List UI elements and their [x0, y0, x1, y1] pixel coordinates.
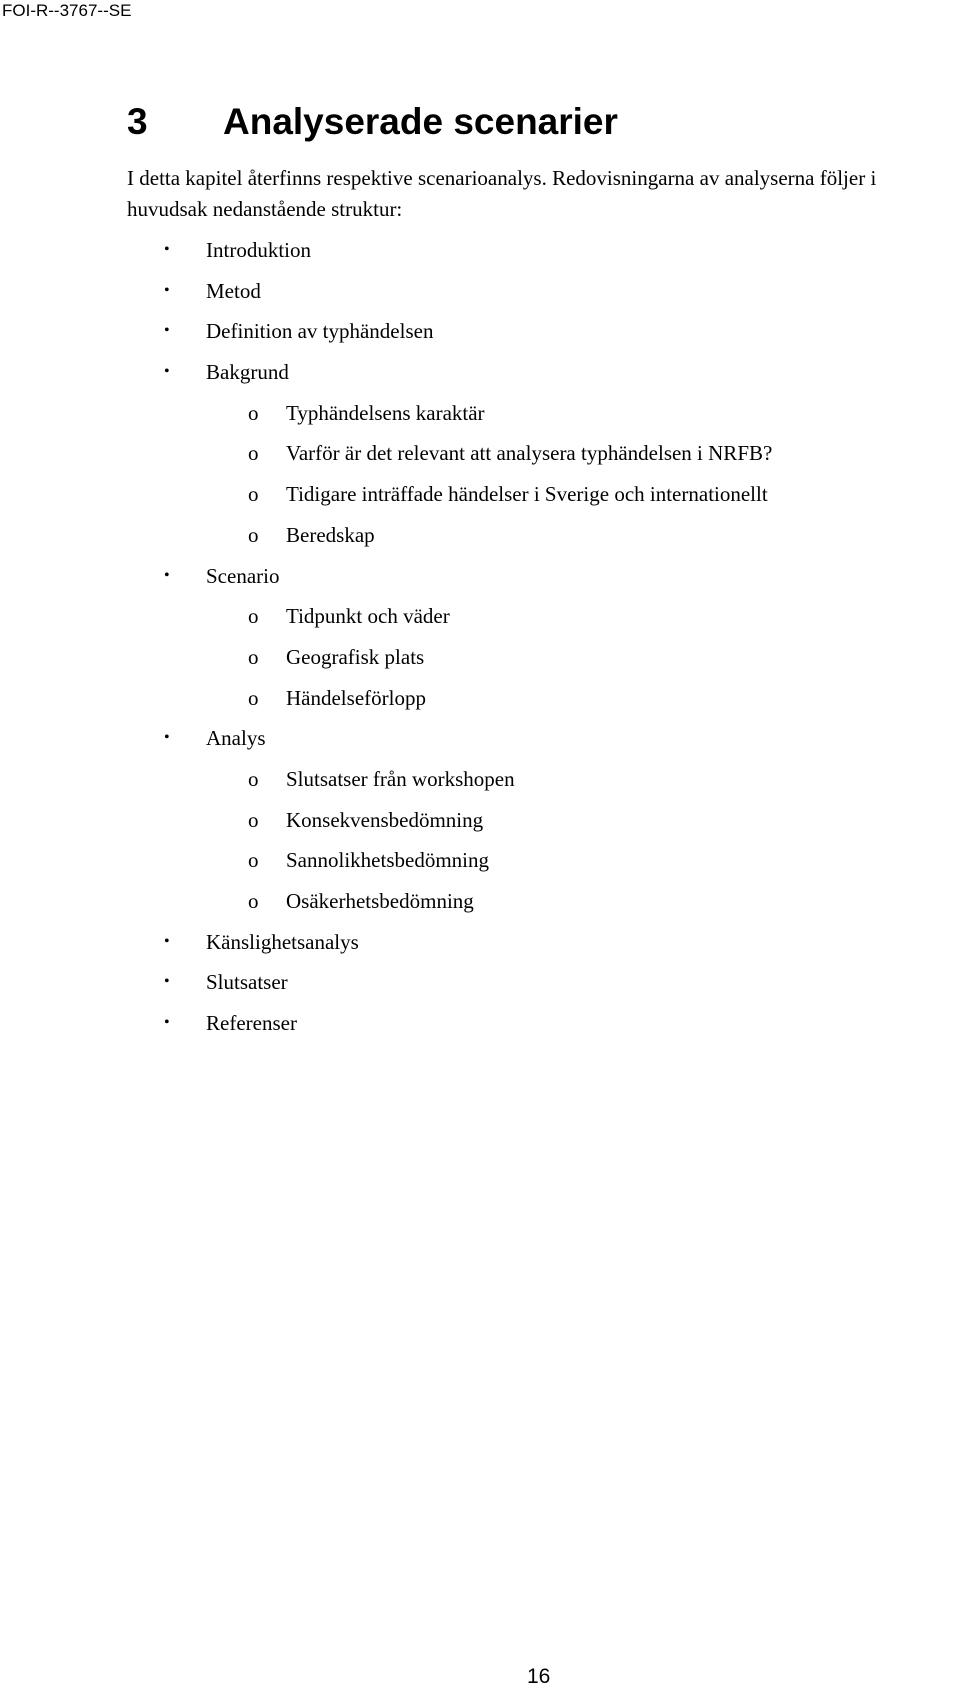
- outline-item-label: Slutsatser: [206, 970, 288, 995]
- outline-item: [0, 556, 960, 597]
- outline-subitem: [0, 840, 960, 881]
- structure-outline: [0, 230, 960, 1044]
- bullet-icon: •: [164, 1014, 170, 1032]
- outline-subitem-label: Tidigare inträffade händelser i Sverige och internationellt: [286, 482, 768, 507]
- outline-subitem: [0, 474, 960, 515]
- outline-item-label: Scenario: [206, 563, 280, 588]
- outline-item-label: Känslighetsanalys: [206, 929, 359, 954]
- outline-subitem: [0, 800, 960, 841]
- page-number: 16: [527, 1665, 551, 1688]
- outline-item-label: Bakgrund: [206, 360, 289, 385]
- outline-item: [0, 922, 960, 963]
- outline-subitem: [0, 596, 960, 637]
- circle-bullet-icon: o: [248, 482, 259, 507]
- outline-subitem-label: Osäkerhetsbedömning: [286, 889, 474, 913]
- outline-subitem-label: Tidpunkt och väder: [286, 604, 450, 629]
- circle-bullet-icon: o: [248, 400, 259, 425]
- outline-subitem-label: Geografisk plats: [286, 644, 425, 669]
- outline-subitem-label: Sannolikhetsbedömning: [286, 848, 489, 873]
- bullet-icon: •: [164, 729, 170, 747]
- circle-bullet-icon: o: [248, 685, 259, 710]
- outline-subitem-label: Varför är det relevant att analysera typhändelsen i NRFB?: [286, 441, 773, 466]
- outline-item: [0, 271, 960, 312]
- outline-subitem: [0, 515, 960, 556]
- outline-subitem: [0, 393, 960, 434]
- outline-subitem-label: Konsekvensbedömning: [286, 807, 484, 832]
- bullet-icon: •: [164, 322, 170, 340]
- bullet-icon: •: [164, 566, 170, 584]
- outline-item: [0, 718, 960, 759]
- outline-item-label: Introduktion: [206, 238, 311, 262]
- circle-bullet-icon: o: [248, 766, 259, 791]
- bullet-icon: •: [164, 281, 170, 299]
- section-heading: [127, 100, 618, 144]
- document-id: FOI-R--3767--SE: [2, 1, 132, 20]
- bullet-icon: •: [164, 973, 170, 991]
- outline-subitem: [0, 637, 960, 678]
- circle-bullet-icon: o: [248, 604, 259, 629]
- outline-subitem-label: Händelseförlopp: [286, 685, 426, 710]
- outline-subitem-label: Slutsatser från workshopen: [286, 766, 515, 791]
- bullet-icon: •: [164, 363, 170, 381]
- circle-bullet-icon: o: [248, 644, 259, 669]
- bullet-icon: •: [164, 932, 170, 950]
- outline-subitem: [0, 881, 960, 922]
- outline-item: [0, 1003, 960, 1044]
- outline-item-label: Definition av typhändelsen: [206, 319, 434, 344]
- outline-subitem-label: Typhändelsens karaktär: [286, 400, 485, 425]
- outline-item: [0, 311, 960, 352]
- circle-bullet-icon: o: [248, 807, 259, 832]
- section-title: Analyserade scenarier: [223, 101, 618, 142]
- outline-item: [0, 962, 960, 1003]
- circle-bullet-icon: o: [248, 441, 259, 466]
- outline-item-label: Metod: [206, 278, 261, 303]
- outline-subitem: [0, 433, 960, 474]
- circle-bullet-icon: o: [248, 848, 259, 873]
- outline-subitem: [0, 759, 960, 800]
- outline-item: [0, 230, 960, 271]
- outline-subitem-label: Beredskap: [286, 522, 375, 547]
- outline-subitem: [0, 678, 960, 719]
- intro-paragraph: I detta kapitel återfinns respektive scenarioanalys. Redovisningarna av analyserna följer i huvudsak nedanstående struktur:: [127, 166, 877, 221]
- bullet-icon: •: [164, 241, 170, 258]
- section-number: 3: [127, 101, 148, 142]
- outline-item-label: Referenser: [206, 1011, 297, 1036]
- outline-item: [0, 352, 960, 393]
- circle-bullet-icon: o: [248, 522, 259, 547]
- outline-item-label: Analys: [206, 726, 266, 751]
- circle-bullet-icon: o: [248, 889, 259, 913]
